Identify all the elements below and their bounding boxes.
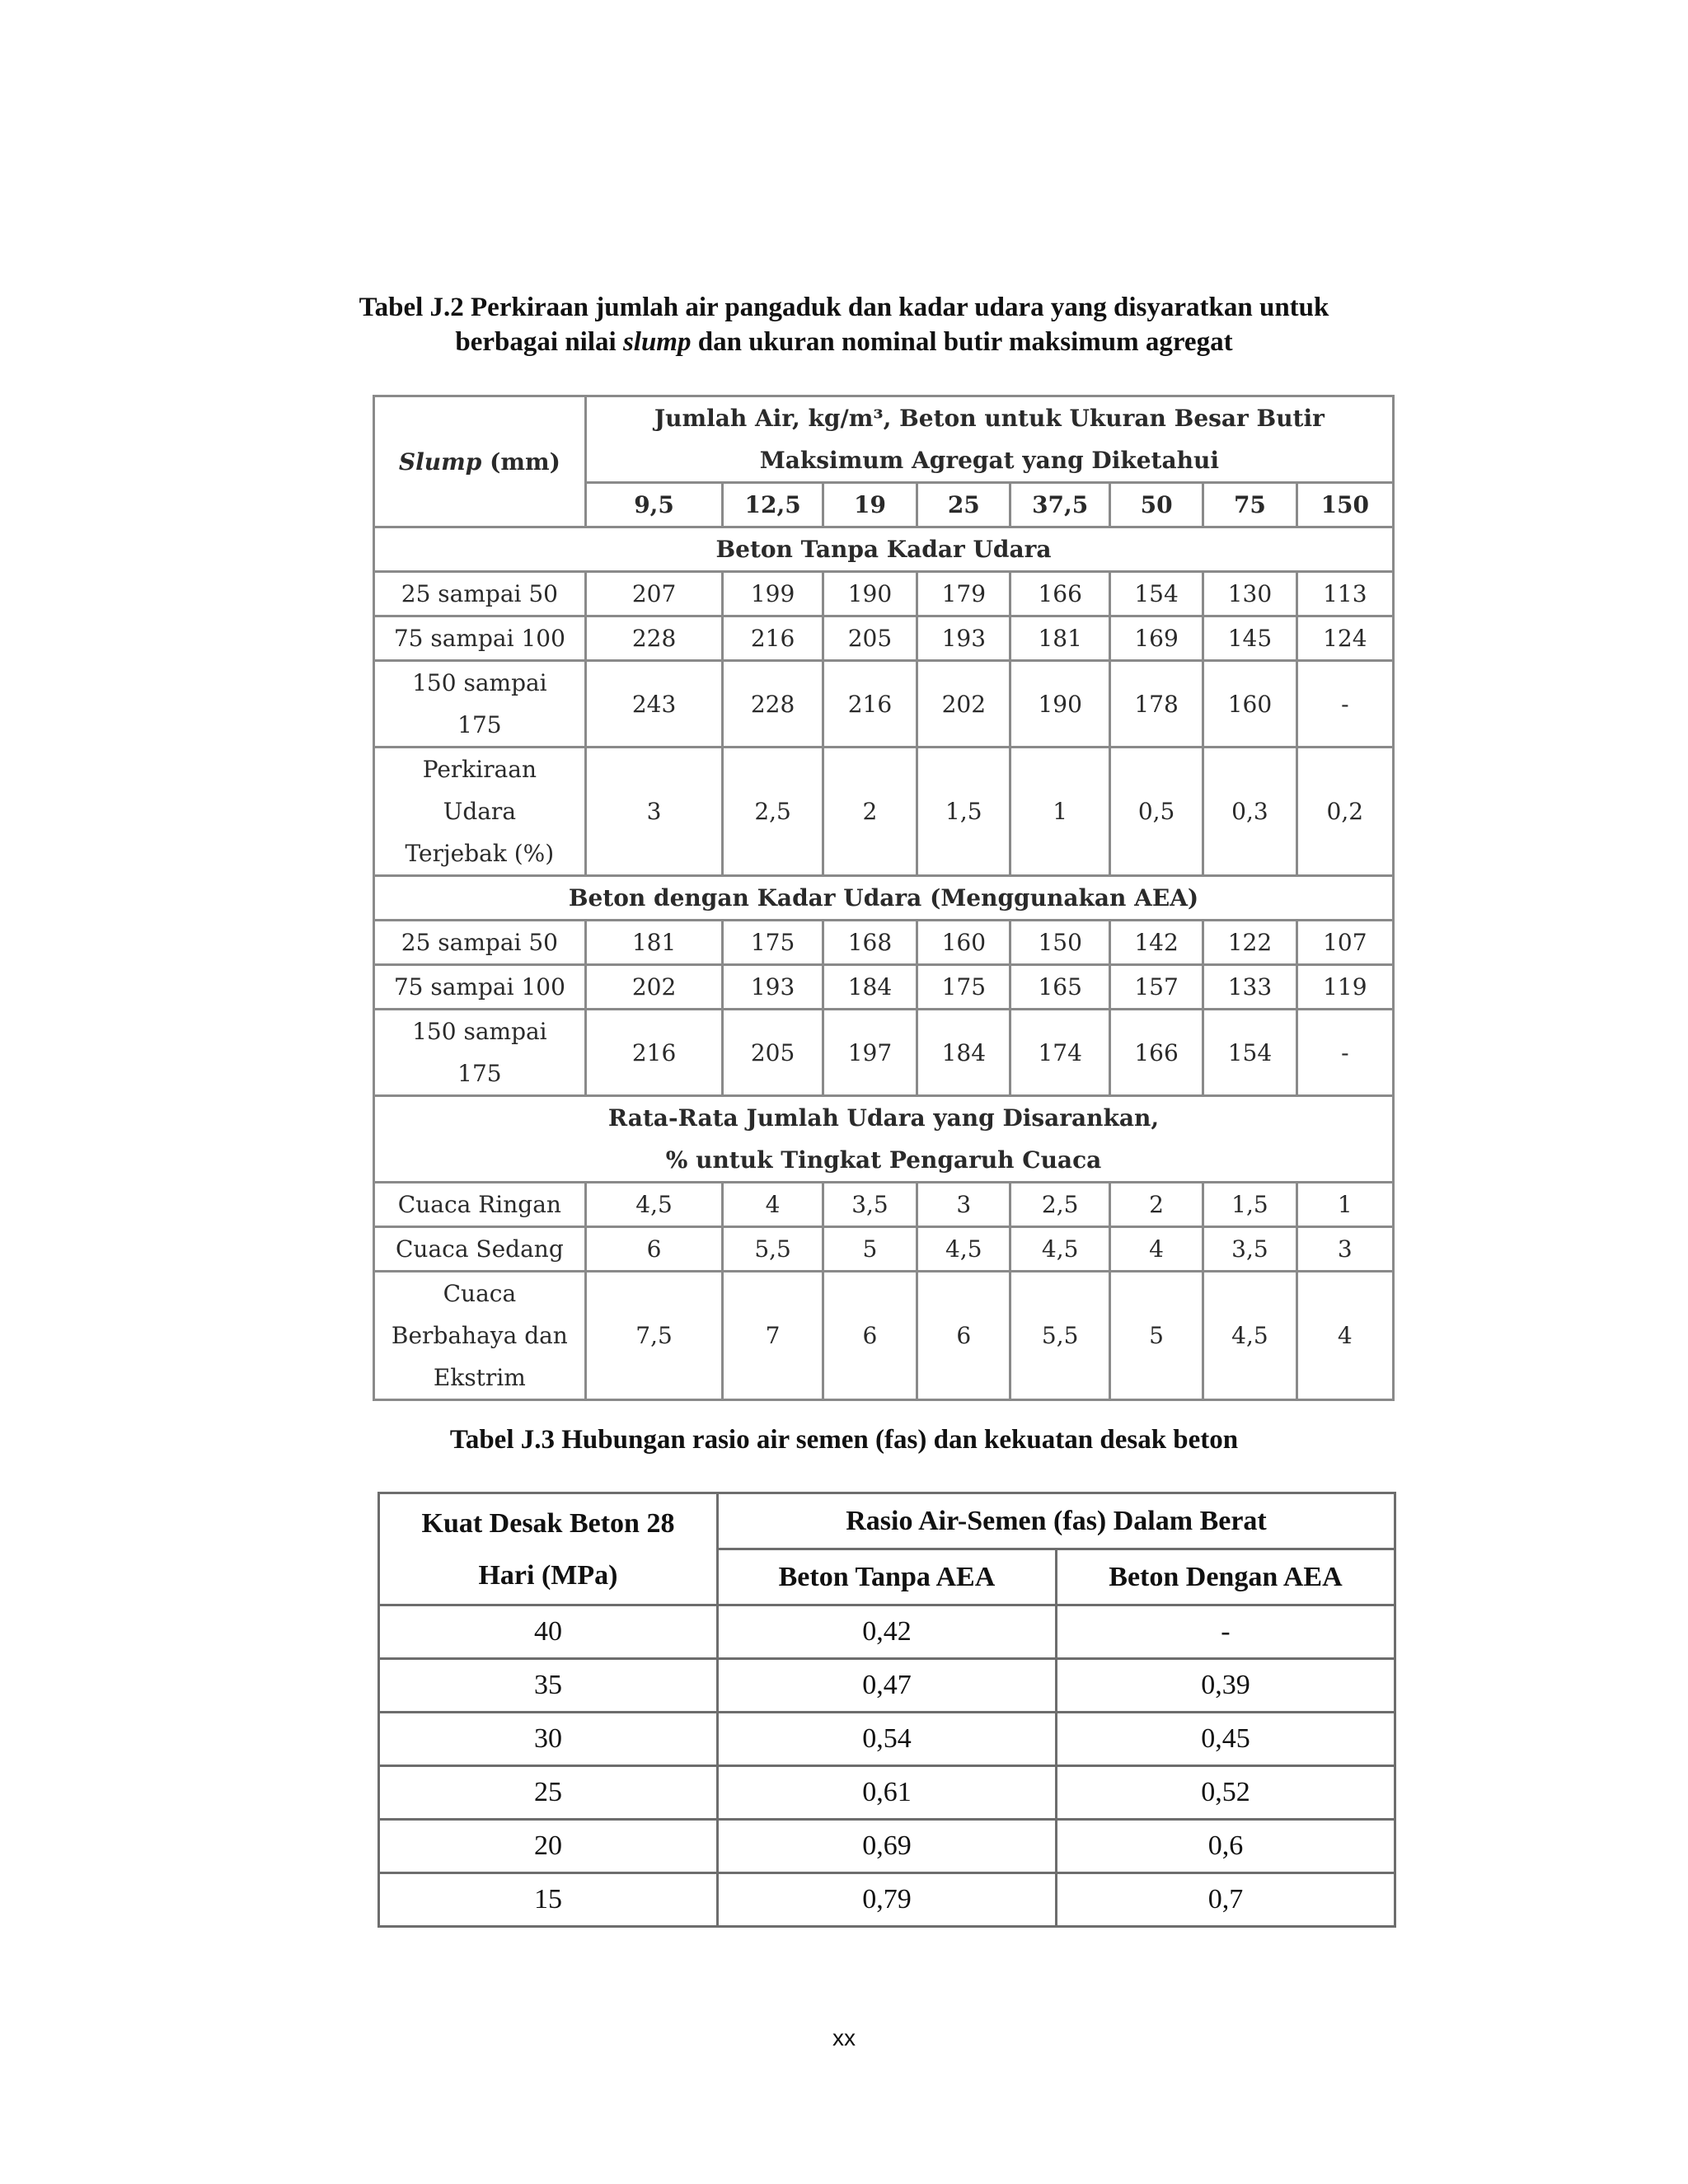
table-cell: 174 bbox=[1010, 1010, 1109, 1096]
table-cell: 243 bbox=[585, 661, 723, 748]
section-header-with-air: Beton dengan Kadar Udara (Menggunakan AEA) bbox=[374, 876, 1394, 921]
table-cell: 0,79 bbox=[717, 1873, 1056, 1927]
page-number: xx bbox=[832, 2025, 856, 2050]
table-cell: 150 bbox=[1010, 921, 1109, 965]
table-row bbox=[374, 616, 1394, 661]
size-header: 150 bbox=[1296, 483, 1393, 527]
table-cell: 216 bbox=[823, 661, 917, 748]
slump-header bbox=[374, 396, 586, 527]
table-row bbox=[379, 1713, 1395, 1766]
strength-header bbox=[379, 1493, 718, 1605]
size-header: 50 bbox=[1109, 483, 1203, 527]
table-cell: 142 bbox=[1109, 921, 1203, 965]
table-cell: 3,5 bbox=[823, 1183, 917, 1227]
row-label-line: Perkiraan bbox=[422, 756, 537, 783]
table-cell: 160 bbox=[917, 921, 1010, 965]
table-row bbox=[379, 1605, 1395, 1659]
row-label-line: Cuaca bbox=[443, 1280, 517, 1307]
table-cell: 20 bbox=[379, 1820, 718, 1873]
table-cell: 197 bbox=[823, 1010, 917, 1096]
table-cell: 216 bbox=[585, 1010, 723, 1096]
section-header-line: % untuk Tingkat Pengaruh Cuaca bbox=[665, 1146, 1102, 1174]
table-cell: 4,5 bbox=[917, 1227, 1010, 1272]
table-cell: 6 bbox=[917, 1272, 1010, 1400]
table-row bbox=[379, 1820, 1395, 1873]
row-label-line: Berbahaya dan bbox=[391, 1322, 568, 1349]
table-cell: 178 bbox=[1109, 661, 1203, 748]
row-label-line: Terjebak (%) bbox=[405, 840, 555, 867]
table-cell: 3 bbox=[917, 1183, 1010, 1227]
table-cell: 0,2 bbox=[1296, 748, 1393, 876]
table-cell: 0,54 bbox=[717, 1713, 1056, 1766]
table-cell: 30 bbox=[379, 1713, 718, 1766]
table-cell: 6 bbox=[585, 1227, 723, 1272]
caption-text: berbagai nilai bbox=[455, 327, 623, 357]
table-cell: 154 bbox=[1203, 1010, 1296, 1096]
table-row bbox=[374, 1010, 1394, 1096]
table-row bbox=[374, 572, 1394, 616]
table-j2 bbox=[373, 395, 1395, 1401]
table-cell: 5 bbox=[823, 1227, 917, 1272]
table-cell: 190 bbox=[1010, 661, 1109, 748]
table-cell: - bbox=[1296, 1010, 1393, 1096]
table-cell: - bbox=[1296, 661, 1393, 748]
strength-header-line: Hari (MPa) bbox=[478, 1559, 618, 1591]
table-cell: 0,39 bbox=[1056, 1659, 1395, 1713]
row-label bbox=[374, 1010, 586, 1096]
table-row bbox=[374, 1227, 1394, 1272]
ratio-group-header: Rasio Air-Semen (fas) Dalam Berat bbox=[717, 1493, 1395, 1549]
table-cell: 205 bbox=[723, 1010, 823, 1096]
table-cell: 119 bbox=[1296, 965, 1393, 1010]
table-cell: 3 bbox=[1296, 1227, 1393, 1272]
caption-italic-slump: slump bbox=[622, 327, 692, 357]
caption-text: dan ukuran nominal butir maksimum agregat bbox=[691, 327, 1233, 357]
row-label-line: 150 sampai bbox=[412, 1018, 547, 1045]
table-cell: 122 bbox=[1203, 921, 1296, 965]
table-cell: 40 bbox=[379, 1605, 718, 1659]
row-label: 25 sampai 50 bbox=[374, 921, 586, 965]
water-group-header bbox=[585, 396, 1393, 483]
table-cell: 15 bbox=[379, 1873, 718, 1927]
table-cell: 0,42 bbox=[717, 1605, 1056, 1659]
row-label-line: 175 bbox=[457, 1060, 502, 1087]
table-cell: 228 bbox=[585, 616, 723, 661]
table-j3-caption: Tabel J.3 Hubungan rasio air semen (fas) dan kekuatan desak beton bbox=[449, 1425, 1239, 1455]
without-aea-header: Beton Tanpa AEA bbox=[717, 1549, 1056, 1605]
group-header-line2: Maksimum Agregat yang Diketahui bbox=[759, 447, 1219, 474]
table-cell: 6 bbox=[823, 1272, 917, 1400]
table-cell: 3 bbox=[585, 748, 723, 876]
table-cell: 4,5 bbox=[1010, 1227, 1109, 1272]
table-cell: 184 bbox=[823, 965, 917, 1010]
table-cell: 181 bbox=[1010, 616, 1109, 661]
table-cell: 4 bbox=[1109, 1227, 1203, 1272]
table-cell: 3,5 bbox=[1203, 1227, 1296, 1272]
table-cell: 4,5 bbox=[1203, 1272, 1296, 1400]
row-label: Cuaca Ringan bbox=[374, 1183, 586, 1227]
table-cell: 35 bbox=[379, 1659, 718, 1713]
table-cell: 0,5 bbox=[1109, 748, 1203, 876]
table-cell: 168 bbox=[823, 921, 917, 965]
table-cell: 107 bbox=[1296, 921, 1393, 965]
table-cell: 1 bbox=[1296, 1183, 1393, 1227]
table-cell: 207 bbox=[585, 572, 723, 616]
slump-header-unit: (mm) bbox=[481, 448, 560, 476]
table-j3 bbox=[377, 1492, 1396, 1928]
size-header: 19 bbox=[823, 483, 917, 527]
table-cell: 4 bbox=[723, 1183, 823, 1227]
table-cell: 193 bbox=[917, 616, 1010, 661]
table-cell: 0,47 bbox=[717, 1659, 1056, 1713]
table-cell: 1,5 bbox=[1203, 1183, 1296, 1227]
table-cell: 202 bbox=[917, 661, 1010, 748]
size-header: 9,5 bbox=[585, 483, 723, 527]
row-label bbox=[374, 661, 586, 748]
table-cell: 2,5 bbox=[723, 748, 823, 876]
table-cell: 2 bbox=[823, 748, 917, 876]
table-cell: 5,5 bbox=[1010, 1272, 1109, 1400]
table-row bbox=[374, 661, 1394, 748]
table-cell: 4,5 bbox=[585, 1183, 723, 1227]
table-cell: 1,5 bbox=[917, 748, 1010, 876]
table-cell: 145 bbox=[1203, 616, 1296, 661]
table-cell: 160 bbox=[1203, 661, 1296, 748]
strength-header-line: Kuat Desak Beton 28 bbox=[421, 1507, 675, 1539]
table-j2-caption bbox=[0, 290, 1688, 359]
table-cell: 2 bbox=[1109, 1183, 1203, 1227]
with-aea-header: Beton Dengan AEA bbox=[1056, 1549, 1395, 1605]
table-cell: 166 bbox=[1109, 1010, 1203, 1096]
table-cell: 124 bbox=[1296, 616, 1393, 661]
row-label-line: Udara bbox=[443, 798, 517, 825]
row-label: 25 sampai 50 bbox=[374, 572, 586, 616]
size-header: 37,5 bbox=[1010, 483, 1109, 527]
table-row bbox=[374, 921, 1394, 965]
table-cell: 175 bbox=[917, 965, 1010, 1010]
table-cell: 169 bbox=[1109, 616, 1203, 661]
table-cell: 7 bbox=[723, 1272, 823, 1400]
table-cell: 130 bbox=[1203, 572, 1296, 616]
table-cell: 1 bbox=[1010, 748, 1109, 876]
table-cell: 0,7 bbox=[1056, 1873, 1395, 1927]
table-cell: 154 bbox=[1109, 572, 1203, 616]
table-cell: 181 bbox=[585, 921, 723, 965]
table-cell: 157 bbox=[1109, 965, 1203, 1010]
table-cell: 25 bbox=[379, 1766, 718, 1820]
table-cell: 190 bbox=[823, 572, 917, 616]
table-cell: 184 bbox=[917, 1010, 1010, 1096]
table-cell: 202 bbox=[585, 965, 723, 1010]
slump-header-italic: Slump bbox=[398, 448, 482, 476]
table-cell: 175 bbox=[723, 921, 823, 965]
table-cell: 205 bbox=[823, 616, 917, 661]
table-cell: 5,5 bbox=[723, 1227, 823, 1272]
table-j2-caption-line2 bbox=[0, 325, 1688, 359]
row-label bbox=[374, 1272, 586, 1400]
row-label: 75 sampai 100 bbox=[374, 616, 586, 661]
table-cell: 228 bbox=[723, 661, 823, 748]
table-cell: 0,52 bbox=[1056, 1766, 1395, 1820]
table-cell: 5 bbox=[1109, 1272, 1203, 1400]
row-label: 75 sampai 100 bbox=[374, 965, 586, 1010]
section-header-no-air: Beton Tanpa Kadar Udara bbox=[374, 527, 1394, 572]
table-cell: 0,6 bbox=[1056, 1820, 1395, 1873]
table-row bbox=[374, 1272, 1394, 1400]
size-header: 12,5 bbox=[723, 483, 823, 527]
table-cell: 0,45 bbox=[1056, 1713, 1395, 1766]
table-cell: 0,61 bbox=[717, 1766, 1056, 1820]
table-cell: 0,69 bbox=[717, 1820, 1056, 1873]
section-header-weather bbox=[374, 1096, 1394, 1183]
table-row bbox=[379, 1873, 1395, 1927]
table-cell: 166 bbox=[1010, 572, 1109, 616]
table-cell: 133 bbox=[1203, 965, 1296, 1010]
table-cell: 4 bbox=[1296, 1272, 1393, 1400]
table-cell: 179 bbox=[917, 572, 1010, 616]
table-cell: - bbox=[1056, 1605, 1395, 1659]
row-label bbox=[374, 748, 586, 876]
table-row bbox=[374, 965, 1394, 1010]
table-cell: 216 bbox=[723, 616, 823, 661]
table-cell: 113 bbox=[1296, 572, 1393, 616]
table-row bbox=[379, 1659, 1395, 1713]
table-cell: 165 bbox=[1010, 965, 1109, 1010]
size-header: 75 bbox=[1203, 483, 1296, 527]
section-header-line: Rata-Rata Jumlah Udara yang Disarankan, bbox=[607, 1104, 1160, 1132]
row-label-line: 175 bbox=[457, 711, 502, 738]
table-cell: 7,5 bbox=[585, 1272, 723, 1400]
table-cell: 193 bbox=[723, 965, 823, 1010]
table-row bbox=[374, 748, 1394, 876]
size-header: 25 bbox=[917, 483, 1010, 527]
group-header-line1: Jumlah Air, kg/m³, Beton untuk Ukuran Besar Butir bbox=[654, 405, 1325, 432]
table-row bbox=[374, 1183, 1394, 1227]
table-cell: 2,5 bbox=[1010, 1183, 1109, 1227]
table-cell: 199 bbox=[723, 572, 823, 616]
row-label-line: Ekstrim bbox=[433, 1364, 526, 1391]
table-cell: 0,3 bbox=[1203, 748, 1296, 876]
table-j2-caption-line1: Tabel J.2 Perkiraan jumlah air pangaduk dan kadar udara yang disyaratkan untuk bbox=[359, 293, 1329, 322]
row-label: Cuaca Sedang bbox=[374, 1227, 586, 1272]
row-label-line: 150 sampai bbox=[412, 669, 547, 696]
table-row bbox=[379, 1766, 1395, 1820]
